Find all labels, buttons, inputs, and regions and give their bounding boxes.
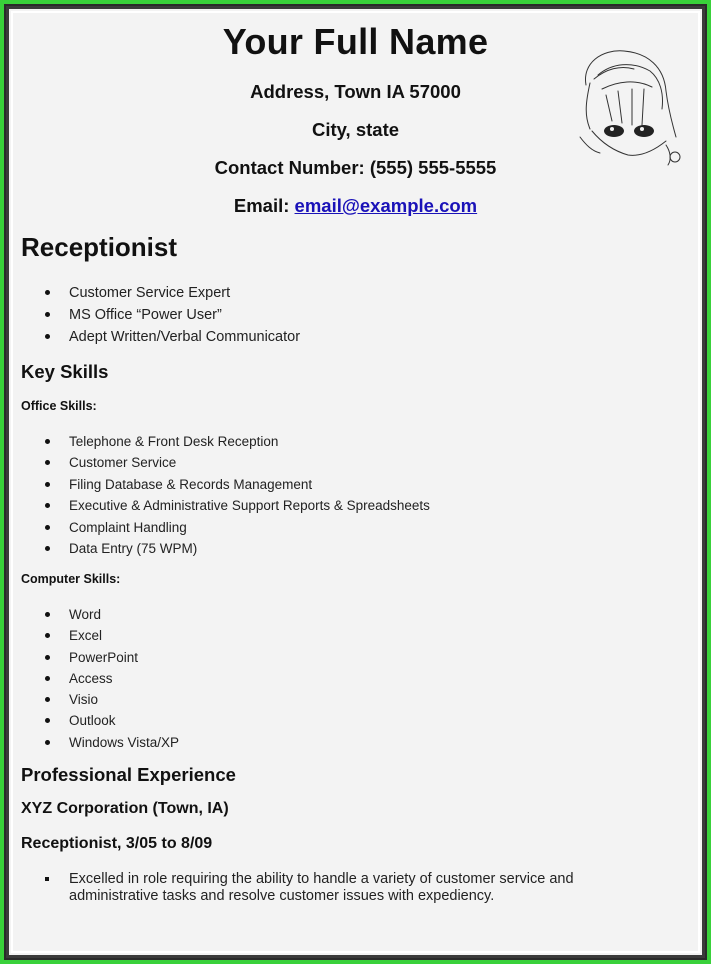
experience-list [45,871,599,905]
list-item: Excelled in role requiring the ability to handle a variety of customer service and administrative tasks and resolve customer issues with expediency. [45,871,599,905]
list-item: PowerPoint [45,649,179,670]
office-skills-list [45,433,430,561]
email-link[interactable]: email@example.com [294,195,478,216]
computer-skills-list [45,606,179,755]
list-item: Access [45,670,179,691]
list-item: Data Entry (75 WPM) [45,540,430,561]
computer-skills-label: Computer Skills: [21,572,121,586]
full-name: Your Full Name [222,21,489,62]
girl-portrait-sketch-icon [572,45,682,167]
email-line [9,195,702,217]
experience-title: Professional Experience [21,764,236,785]
email-label: Email: [233,195,290,216]
list-item: Filing Database & Records Management [45,476,430,497]
resume-page [6,6,705,958]
list-item: MS Office “Power User” [45,306,300,328]
list-item: Outlook [45,712,179,733]
objective-list [45,284,300,350]
objective-title: Receptionist [21,232,178,262]
list-item: Adept Written/Verbal Communicator [45,328,300,350]
job-role: Receptionist, 3/05 to 8/09 [21,835,213,852]
key-skills-title: Key Skills [21,361,109,382]
address-line: Address, Town IA 57000 [250,81,461,102]
list-item: Complaint Handling [45,519,430,540]
list-item: Customer Service Expert [45,284,300,306]
list-item: Visio [45,691,179,712]
list-item: Executive & Administrative Support Reports & Spreadsheets [45,497,430,518]
city-line: City, state [311,119,400,140]
list-item: Telephone & Front Desk Reception [45,433,430,454]
list-item: Excel [45,627,179,648]
contact-line: Contact Number: (555) 555-5555 [214,157,497,178]
frame-border [4,4,707,960]
office-skills-label: Office Skills: [21,399,97,413]
list-item: Customer Service [45,454,430,475]
list-item: Word [45,606,179,627]
company-name: XYZ Corporation (Town, IA) [21,800,229,817]
list-item: Windows Vista/XP [45,734,179,755]
